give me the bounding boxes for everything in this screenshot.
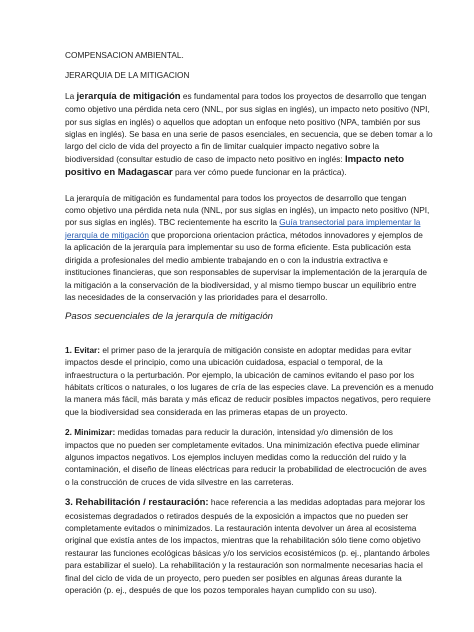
text: el primer paso de la jerarquía de mitigación consiste en adoptar medidas para evitar [100,344,412,355]
step-label: 3. Rehabilitación / restauración: [65,497,209,509]
text-line: la mitigación a la conservación de la biodiversidad, y al mismo tiempo buscar un equilibrio entre [65,279,417,290]
text: por sus siglas en inglés). TBC recientemente ha escrito la [65,217,280,228]
term-madagascar: positivo en Madagascar [65,167,173,179]
text: es fundamental para todos los proyectos de desarrollo que tengan [180,90,427,101]
text-line: restaurar las funciones ecológicas básicas y/o los servicios ecosistémicos (p. ej., plantando árboles [65,547,430,558]
document-subtitle: JERARQUIA DE LA MITIGACION [65,70,190,81]
text-line: algunos impactos negativos. Los ejemplos incluyen medidas como la reducción del ruido y la [65,451,407,462]
step-rehabilitate [65,496,430,596]
text-line: para estabilizar el suelo). La rehabilitación y la restauración son normalmente necesarias hacia el [65,560,423,571]
text-line: que la biodiversidad sea considerada en las primeras etapas de un proyecto. [65,406,348,417]
text-line: instituciones financieras, que son responsables de supervisar la implementación de la jerarquía de [65,267,428,278]
text-line: infraestructura o la perturbación. Por ejemplo, la ubicación de caminos evitando el paso por los [65,369,415,380]
text-line: ecosistemas degradados o retirados después de la exposición a impactos que no pueden ser [65,510,409,521]
text: para ver cómo puede funcionar en la práctica). [172,167,347,178]
paragraph-2 [65,192,430,304]
text-line: operación (p. ej., después de que los pozos temporales hayan cumplido con su uso). [65,585,377,596]
text: hace referencia a las medidas adoptadas para mejorar los [208,497,425,508]
text-line: la manera más fácil, más barata y más eficaz de reducir posibles impactos negativos, pero requiere [65,394,431,405]
text-line: largo del ciclo de vida del proyecto a fin de limitar cualquier impacto negativo sobre la [65,141,380,152]
text-line: por sus siglas en inglés) o aquellos que adoptan un enfoque neto positivo (NPA, también por sus [65,116,421,127]
paragraph-1 [65,90,433,180]
text-line: original que existía antes de los impactos, mientras que la rehabilitación sólo tiene como objetivo [65,535,421,546]
text-line: la aplicación de la jerarquía para implementar su uso de forma eficiente. Esta publicación esta [65,242,411,253]
step-label: 1. Evitar: [65,344,101,355]
text-line: las necesidades de la conservación y las prioridades para el desarrollo. [65,291,328,302]
text-line: dirigida a profesionales del medio ambiente trabajando en o con la industria extractiva e [65,254,388,265]
text-line: contaminación, el diseño de líneas eléctricas para reducir la probabilidad de electrocución de aves [65,464,427,475]
text: medidas tomadas para reducir la duración, intensidad y/o dimensión de los [115,427,393,438]
text-line: o la construcción de cruces de vida silvestre en las carreteras. [65,476,294,487]
guide-link-continued[interactable]: jerarquía de mitigación [65,229,149,240]
text-line: La jerarquía de mitigación es fundamental para todos los proyectos de desarrollo que tengan [65,192,407,203]
text-line: siglas en inglés). Se basa en una serie de pasos esenciales, en secuencia, que se deben tomar a lo [65,129,433,140]
text-line: como objetivo una pérdida neta nula (NNL, por sus siglas en inglés), un impacto neto positivo (NPI, [65,205,430,216]
step-avoid [65,344,434,418]
text: La [65,90,77,101]
section-heading: Pasos secuenciales de la jerarquía de mitigación [65,311,273,323]
text: que proporciona orientacion práctica, métodos innovadores y ejemplos de [148,229,423,240]
text-line: hábitats críticos o naturales, o los lugares de cría de las especies clave. La prevención es a menudo [65,381,434,392]
guide-link[interactable]: Guía transectorial para implementar la [279,217,421,228]
text-line: como objetivo una pérdida neta cero (NNL, por sus siglas en inglés), un impacto neto positivo (NPI, [65,104,430,115]
text-line: impactos desde el principio, como una ubicación cuidadosa, espacial o temporal, de la [65,357,383,368]
term-jerarquia: jerarquía de mitigación [76,90,181,102]
text: biodiversidad (consultar estudio de caso de impacto neto positivo en inglés: [65,153,345,164]
term-impacto-neto: Impacto neto [344,153,405,165]
step-minimize [65,426,427,488]
document-title: COMPENSACION AMBIENTAL. [65,50,184,60]
step-label: 2. Minimizar: [65,427,116,438]
text-line: final del ciclo de vida de un proyecto, pero pueden ser posibles en algunas áreas durante la [65,572,402,583]
text-line: completamente evitados o minimizados. La restauración intenta devolver un área al ecosistema [65,523,417,533]
document-body [65,49,434,596]
text-line: impactos que no pueden ser completamente evitados. Una minimización efectiva puede eliminar [65,439,420,450]
